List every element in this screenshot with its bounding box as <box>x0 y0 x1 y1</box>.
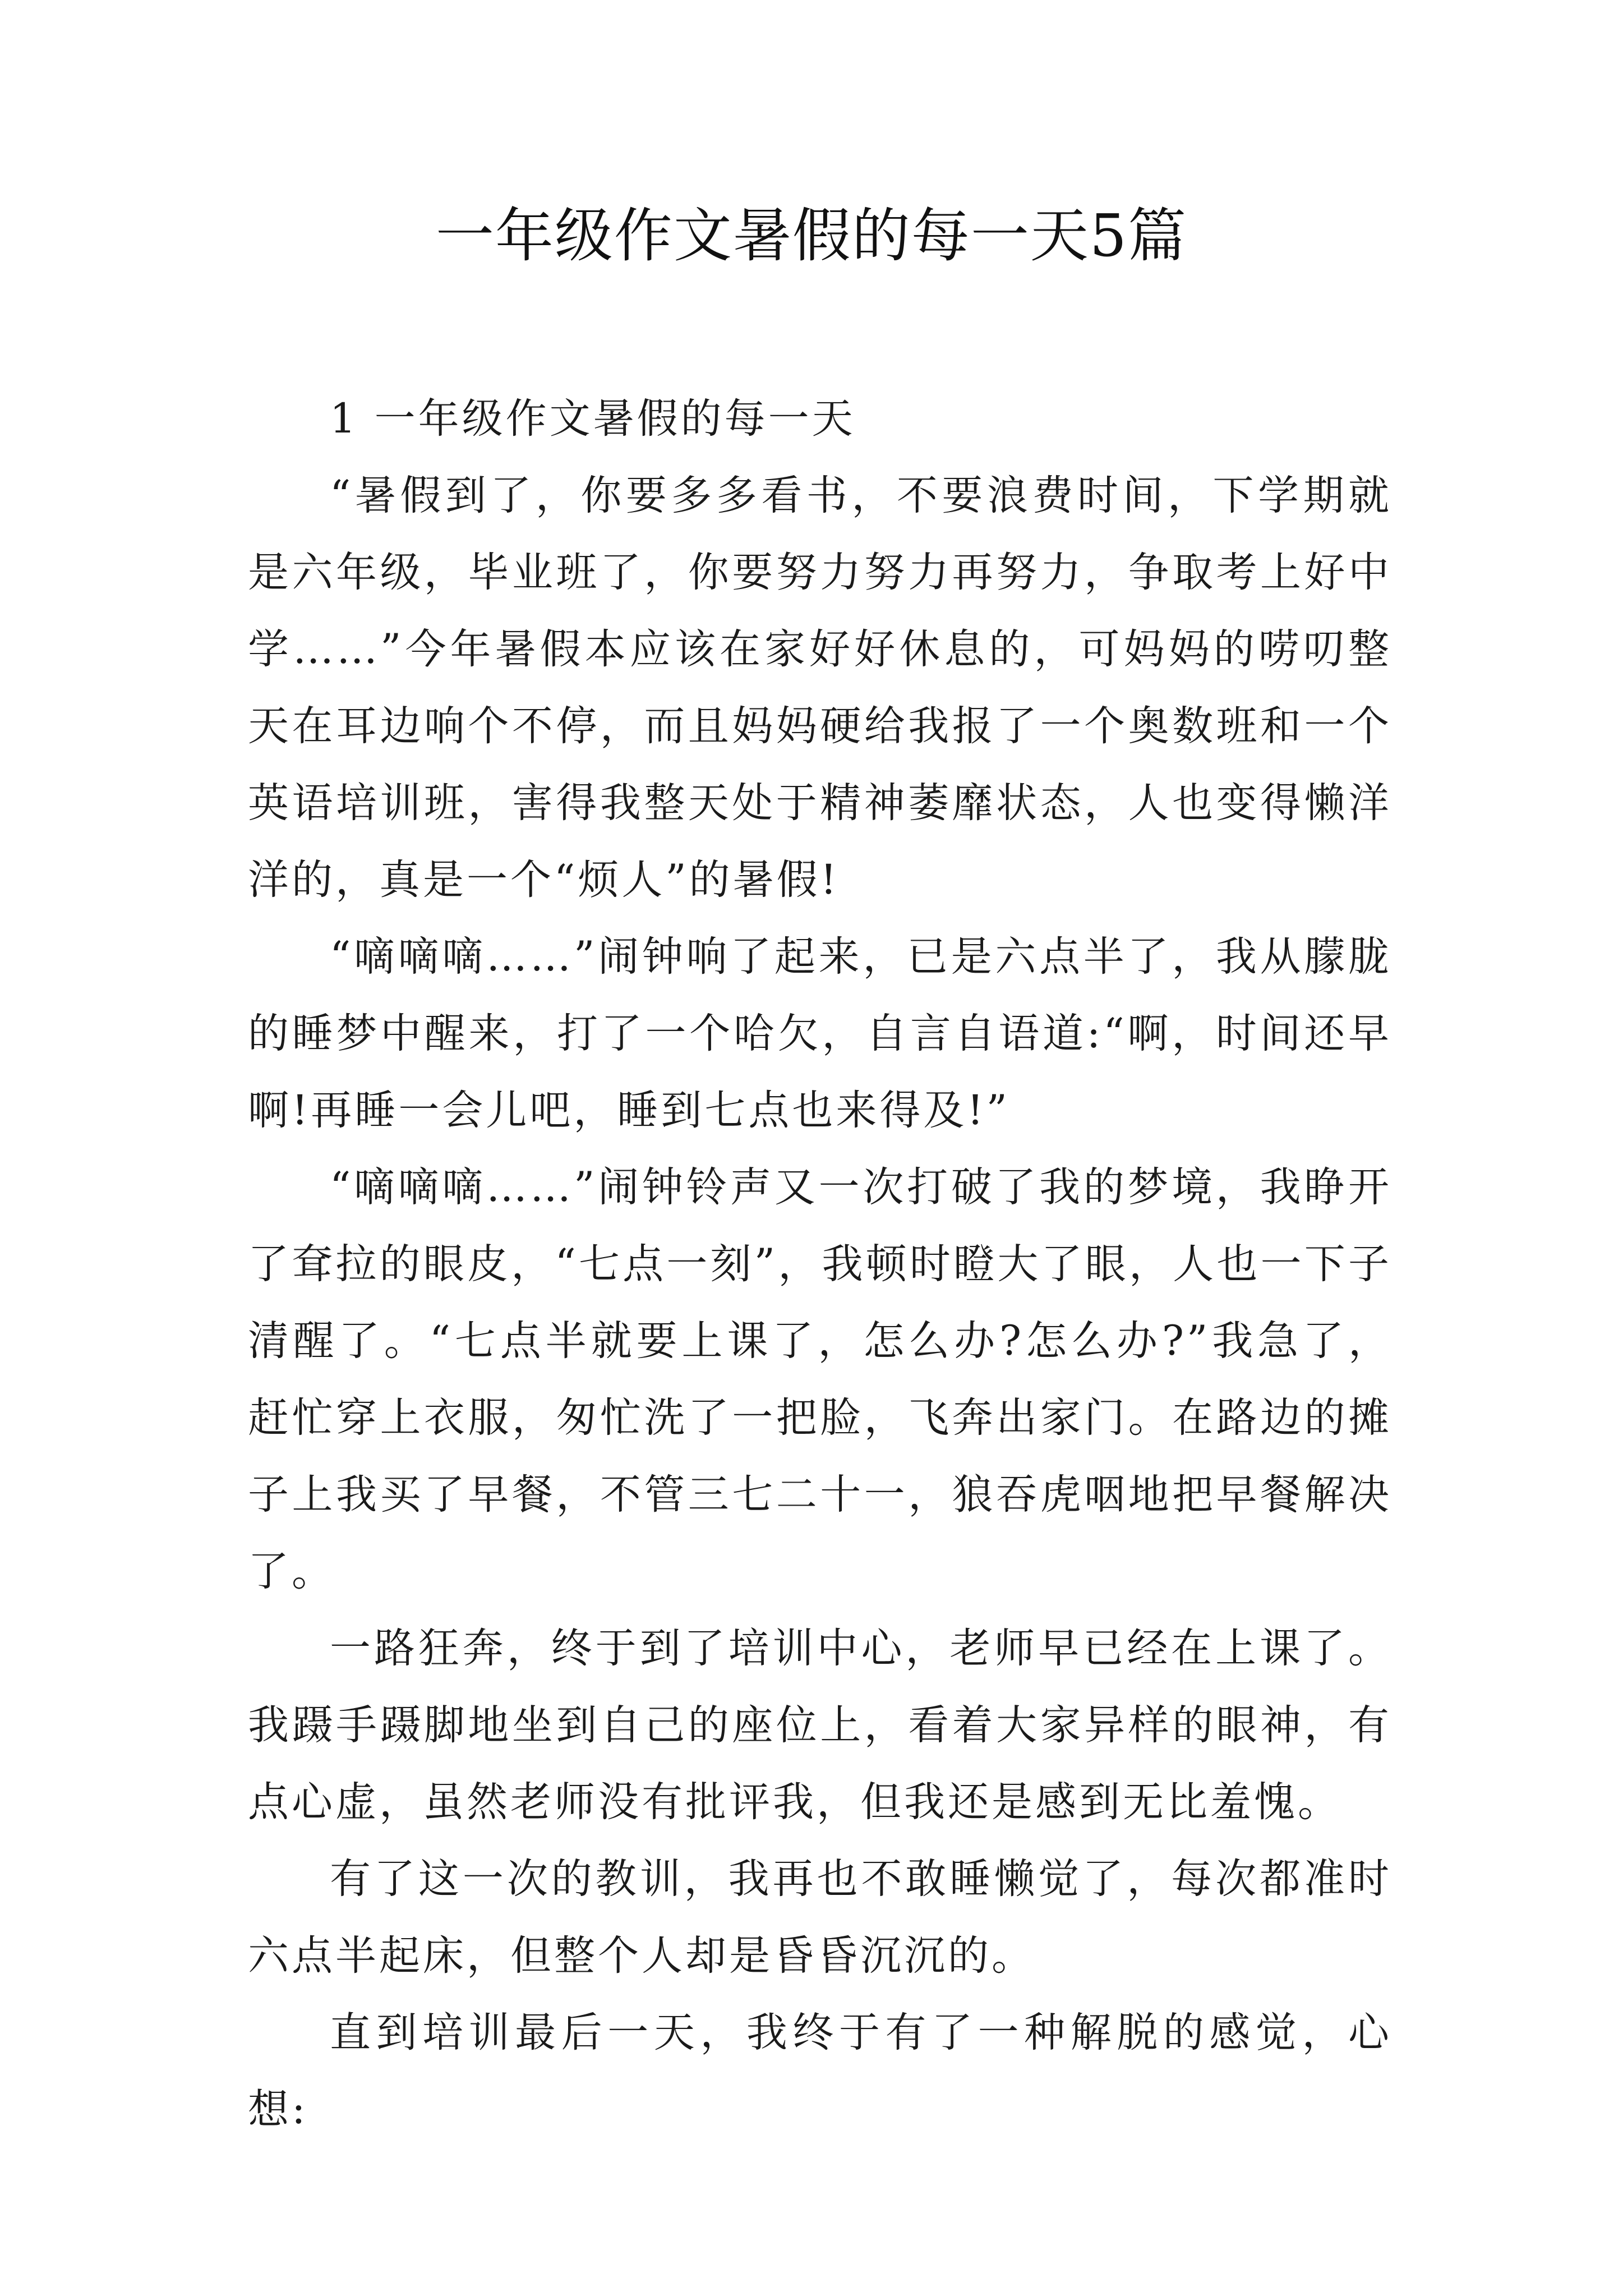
paragraph: 一路狂奔，终于到了培训中心，老师早已经在上课了。我蹑手蹑脚地坐到自己的座位上，看着大家异样的眼神，有点心虚，虽然老师没有批评我，但我还是感到无比羞愧。 <box>248 1625 1392 1826</box>
paragraph: “暑假到了，你要多多看书，不要浪费时间，下学期就是六年级，毕业班了，你要努力努力再努力，争取考上好中学……”今年暑假本应该在家好好休息的，可妈妈的唠叨整天在耳边响个不停，而且妈妈硬给我报了一个奥数班和一个英语培训班，害得我整天处于精神萎靡状态，人也变得懒洋洋的，真是一个“烦人”的暑假! <box>248 472 1392 904</box>
paragraph: “嘀嘀嘀……”闹钟铃声又一次打破了我的梦境，我睁开了耷拉的眼皮，“七点一刻”，我顿时瞪大了眼，人也一下子清醒了。“七点半就要上课了，怎么办?怎么办?”我急了，赶忙穿上衣服，匆忙洗了一把脸，飞奔出家门。在路边的摊子上我买了早餐，不管三七二十一，狼吞虎咽地把早餐解决了。 <box>248 1163 1392 1595</box>
document-title: 一年级作文暑假的每一天5篇 <box>435 201 1188 270</box>
section-heading: 1 一年级作文暑假的每一天 <box>330 395 856 443</box>
paragraph: 有了这一次的教训，我再也不敢睡懒觉了，每次都准时六点半起床，但整个人却是昏昏沉沉的。 <box>248 1855 1392 1980</box>
document-body <box>248 380 1392 2148</box>
paragraph: 直到培训最后一天，我终于有了一种解脱的感觉，心想: <box>248 2009 1392 2133</box>
paragraph: “嘀嘀嘀……”闹钟响了起来，已是六点半了，我从朦胧的睡梦中醒来，打了一个哈欠，自言自语道:“啊，时间还早啊!再睡一会儿吧，睡到七点也来得及!” <box>248 933 1392 1134</box>
